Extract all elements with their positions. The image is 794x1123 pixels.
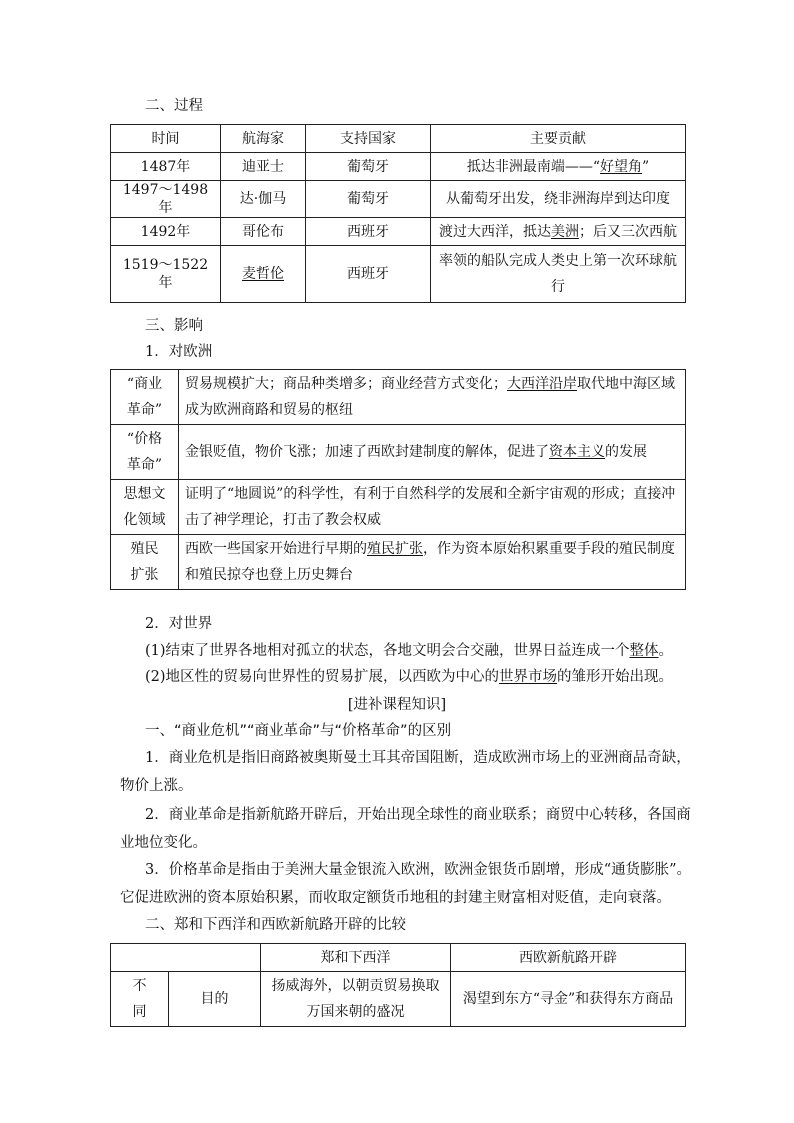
process-heading: 二、过程 [145, 98, 203, 114]
cell-navigator: 达·伽马 [221, 181, 306, 218]
paragraph-1-line-2: 物价上涨。 [120, 778, 193, 794]
cell-time: 1497～1498年 [111, 181, 221, 218]
table-row [111, 425, 686, 480]
world-point-1 [145, 641, 673, 661]
cell-time: 1487年 [111, 153, 221, 181]
text-part: 金银贬值，物价飞涨；加速了西欧封建制度的解体，促进了 [185, 444, 549, 460]
row-label: “商业革命” [111, 370, 179, 425]
underlined-answer: 世界市场 [499, 669, 558, 685]
text-part: 渡过大西洋，抵达 [439, 223, 551, 240]
row-text [179, 425, 686, 480]
underlined-answer: 资本主义 [549, 444, 605, 460]
section-1-heading: 一、“商业危机”“商业革命”与“价格革命”的区别 [145, 723, 452, 739]
paragraph-3-line-1: 3．价格革命是指由于美洲大量金银流入欧洲，欧洲金银货币剧增，形成“通货膨胀”。 [145, 862, 692, 878]
voyages-table [110, 124, 686, 303]
paragraph-2-line-2: 业地位变化。 [120, 835, 207, 851]
cell-contribution [431, 218, 686, 246]
col-header-country: 支持国家 [306, 125, 431, 153]
underlined-answer: 好望角 [600, 158, 642, 175]
section-2-heading: 二、郑和下西洋和西欧新航路开辟的比较 [145, 917, 406, 933]
col-header-time: 时间 [111, 125, 221, 153]
text-part: (2)地区性的贸易向世界性的贸易扩展，以西欧为中心的 [145, 669, 500, 685]
table-row [111, 972, 686, 1027]
text-part: 的雏形开始出现。 [557, 669, 674, 685]
table-row [111, 370, 686, 425]
cell-country: 西班牙 [306, 218, 431, 246]
diff-label: 不同 [111, 972, 169, 1027]
text-part: 取代地中海区域成为欧洲商路和贸易的枢纽 [185, 376, 675, 418]
cell-navigator: 哥伦布 [221, 218, 306, 246]
table-row [111, 153, 686, 181]
text-part: (1)结束了世界各地相对孤立的状态，各地文明会合交融，世界日益连成一个 [145, 643, 630, 659]
underlined-answer: 麦哲伦 [242, 266, 284, 282]
cell-navigator: 迪亚士 [221, 153, 306, 181]
col-header-zhenghe: 郑和下西洋 [261, 944, 451, 972]
text-part: ；后又三次西航 [579, 223, 677, 240]
col-header-navigator: 航海家 [221, 125, 306, 153]
text-part: 抵达非洲最南端——“ [466, 158, 600, 175]
world-point-2 [145, 667, 673, 687]
cell-contribution [431, 153, 686, 181]
col-header-west: 西欧新航路开辟 [451, 944, 686, 972]
text-part: 的发展 [605, 444, 647, 460]
row-text: 证明了“地圆说”的科学性，有利于自然科学的发展和全新宇宙观的形成；直接冲击了神学理论，打击了教会权威 [179, 480, 686, 535]
empty-cell [169, 944, 261, 972]
paragraph-3-line-2: 它促进欧洲的资本原始积累，而收取定额货币地租的封建主财富相对贬值，走向衰落。 [120, 890, 671, 906]
europe-heading: 1．对欧洲 [145, 344, 213, 360]
purpose-label: 目的 [169, 972, 261, 1027]
cell-country: 葡萄牙 [306, 153, 431, 181]
table-row [111, 218, 686, 246]
text-part: ” [642, 158, 650, 175]
cell-country: 西班牙 [306, 246, 431, 303]
cell-time: 1492年 [111, 218, 221, 246]
row-text [179, 370, 686, 425]
empty-cell [111, 944, 169, 972]
comparison-table [110, 943, 686, 1027]
row-text [179, 535, 686, 590]
paragraph-1-line-1: 1．商业危机是指旧商路被奥斯曼土耳其帝国阻断，造成欧洲市场上的亚洲商品奇缺， [145, 750, 691, 766]
text-part: 贸易规模扩大；商品种类增多；商业经营方式变化； [185, 376, 507, 392]
row-label: 殖民扩张 [111, 535, 179, 590]
text-part: ，作为资本原始积累重要手段的殖民制度和殖民掠夺也登上历史舞台 [185, 541, 675, 583]
cell-time: 1519～1522年 [111, 246, 221, 303]
underlined-answer: 殖民扩张 [367, 541, 423, 557]
text-part: 从葡萄牙出发，绕非洲海岸到达印度 [446, 191, 670, 207]
cell-contribution: 率领的船队完成人类史上第一次环球航行 [431, 246, 686, 303]
impact-heading: 三、影响 [145, 318, 203, 334]
row-label: 思想文化领域 [111, 480, 179, 535]
text-part: 西欧一些国家开始进行早期的 [185, 541, 367, 557]
row-label: “价格革命” [111, 425, 179, 480]
text-part: 。 [658, 643, 674, 659]
table-row [111, 480, 686, 535]
table-header-row [111, 944, 686, 972]
table-row [111, 181, 686, 218]
world-heading: 2．对世界 [145, 616, 213, 632]
west-purpose: 渴望到东方“寻金”和获得东方商品 [451, 972, 686, 1027]
cell-navigator [221, 246, 306, 303]
table-header-row [111, 125, 686, 153]
extra-title: [进补课程知识] [347, 697, 447, 713]
europe-impact-table [110, 369, 686, 590]
underlined-answer: 整体 [629, 643, 659, 659]
paragraph-2-line-1: 2．商业革命是指新航路开辟后，开始出现全球性的商业联系；商贸中心转移，各国商 [145, 807, 691, 823]
table-row [111, 535, 686, 590]
zhenghe-purpose: 扬威海外，以朝贡贸易换取万国来朝的盛况 [261, 972, 451, 1027]
underlined-answer: 美洲 [551, 223, 579, 240]
col-header-contribution: 主要贡献 [431, 125, 686, 153]
cell-contribution [431, 181, 686, 218]
table-row [111, 246, 686, 303]
cell-country: 葡萄牙 [306, 181, 431, 218]
underlined-answer: 大西洋沿岸 [507, 376, 577, 392]
